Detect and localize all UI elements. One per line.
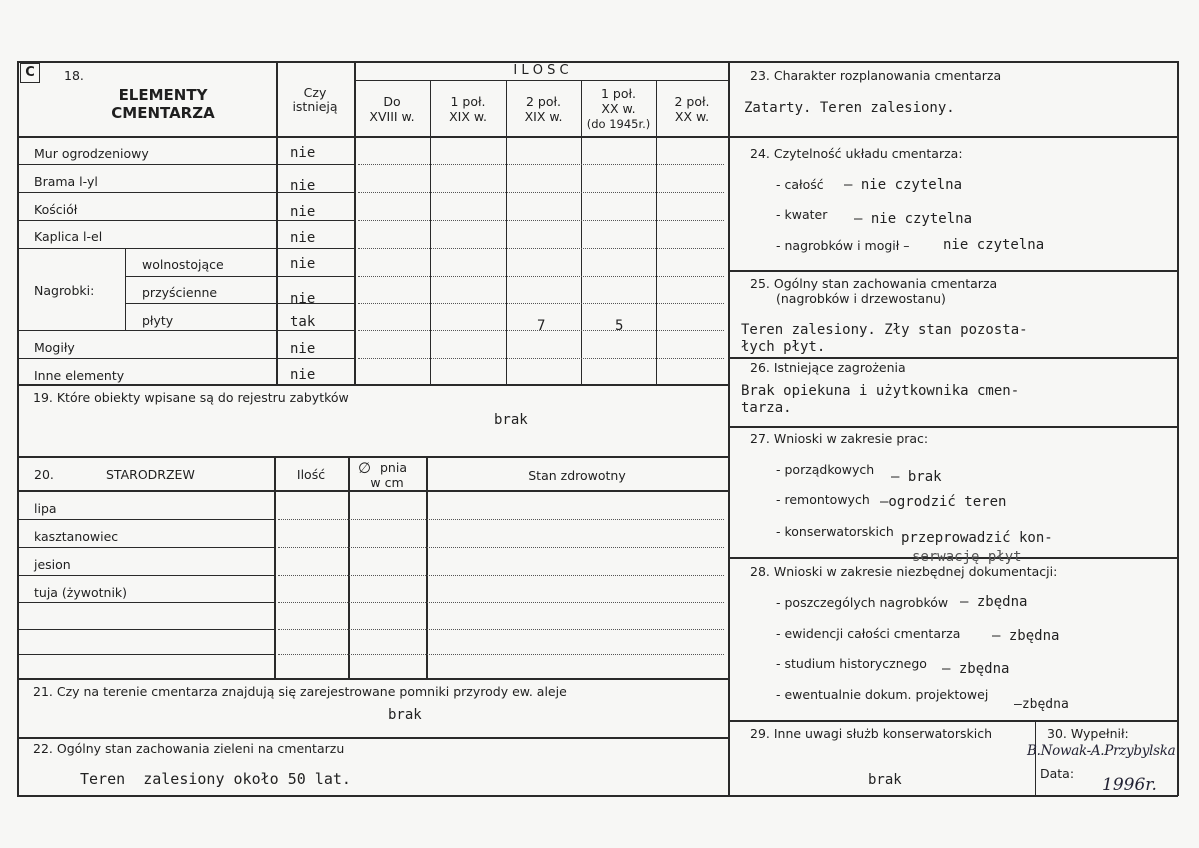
period-1: Do <box>383 94 401 109</box>
period-1-b: XVIII w. <box>369 109 415 124</box>
diameter-symbol: ∅ <box>358 459 372 477</box>
section-21-label: 21. Czy na terenie cmentarza znajdują się zarejestrowane pomniki przyrody ew. aleje <box>33 684 567 699</box>
s26-bottom-rule <box>730 426 1177 428</box>
section-30-label: 30. Wypełnił: <box>1047 726 1129 741</box>
s28-a-label: - poszczególych nagrobków <box>776 595 949 610</box>
s27-a-value: – brak <box>891 469 942 485</box>
period-3: 2 poł. <box>525 94 562 109</box>
row-value-kaplica: nie <box>290 230 316 246</box>
section-26-value-2: tarza. <box>741 400 792 416</box>
row-rule <box>17 164 354 165</box>
row-label-inne: Inne elementy <box>34 368 125 383</box>
s20-bottom-rule <box>17 678 728 680</box>
section-19-value: brak <box>494 412 528 428</box>
trunk-header: pnia <box>380 460 407 475</box>
s21-bottom-rule <box>17 737 728 739</box>
section-19-label: 19. Które obiekty wpisane są do rejestru zabytków <box>33 390 349 405</box>
row-label-plyty: płyty <box>142 313 174 328</box>
section-25-value: Teren zalesiony. Zły stan pozosta- <box>741 322 1028 338</box>
tree-tuja: tuja (żywotnik) <box>34 585 128 600</box>
s24-b-label: - kwater <box>776 207 828 222</box>
s28-d-label: - ewentualnie dokum. projektowej <box>776 687 989 702</box>
s28-b-value: – zbędna <box>992 628 1060 644</box>
tree-lipa: lipa <box>34 501 57 516</box>
row-value-plyty: tak <box>290 314 316 330</box>
tree-kasztanowiec: kasztanowiec <box>34 529 119 544</box>
tree-jesion: jesion <box>34 557 71 572</box>
period-3-b: XIX w. <box>524 109 563 124</box>
s28-b-label: - ewidencji całości cmentarza <box>776 626 961 641</box>
row-value-kosciol: nie <box>290 204 316 220</box>
row-rule <box>125 303 354 304</box>
row-rule <box>17 220 354 221</box>
row-value-przy: nie <box>290 291 316 307</box>
s28-bottom-rule <box>730 720 1177 722</box>
s28-c-value: – zbędna <box>942 661 1010 677</box>
row-rule <box>17 330 354 331</box>
row-value-mur: nie <box>290 145 316 161</box>
s18-bottom-rule <box>17 384 728 386</box>
period-5: 2 poł. <box>674 94 710 109</box>
section-26-label: 26. Istniejące zagrożenia <box>750 360 906 375</box>
tree-count-header: Ilość <box>296 467 326 482</box>
health-header: Stan zdrowotny <box>528 468 626 483</box>
s18-col-rule <box>430 80 431 384</box>
s28-c-label: - studium historycznego <box>776 656 927 671</box>
row-value-mogily: nie <box>290 341 316 357</box>
s27-b-label: - remontowych <box>776 492 870 507</box>
row-rule <box>17 248 354 249</box>
starodrzew-title: STARODRZEW <box>106 467 195 482</box>
s24-a-label: - całość <box>776 177 824 192</box>
row-label-wolno: wolnostojące <box>142 257 224 272</box>
frame-right <box>1177 61 1179 796</box>
elements-title-2: CMENTARZA <box>111 104 215 122</box>
section-25-value-2: łych płyt. <box>741 339 826 355</box>
form-code-c: C <box>20 63 40 83</box>
section-21-value: brak <box>388 707 422 723</box>
s27-a-label: - porządkowych <box>776 462 875 477</box>
exists-header-2: istnieją <box>292 99 338 114</box>
row-label-przy: przyścienne <box>142 285 218 300</box>
s23-bottom-rule <box>730 136 1177 138</box>
s24-b-value: – nie czytelna <box>854 211 973 227</box>
frame-bottom <box>17 795 1178 797</box>
section-20-number: 20. <box>34 467 54 482</box>
section-24-label: 24. Czytelność układu cmentarza: <box>750 146 963 161</box>
s19-bottom-rule <box>17 456 728 458</box>
plyty-count-20a: 5 <box>615 318 624 334</box>
section-28-label: 28. Wnioski w zakresie niezbędnej dokumentacji: <box>750 564 1058 579</box>
s24-c-label: - nagrobków i mogił – <box>776 238 910 253</box>
section-26-value: Brak opiekuna i użytkownika cmen- <box>741 383 1020 399</box>
row-rule <box>125 276 354 277</box>
s24-a-value: – nie czytelna <box>844 177 963 193</box>
row-value-brama: nie <box>290 178 316 194</box>
s27-c-label: - konserwatorskich <box>776 524 894 539</box>
s25-bottom-rule <box>730 357 1177 359</box>
section-22-label: 22. Ogólny stan zachowania zieleni na cmentarzu <box>33 741 345 756</box>
period-2: 1 poł. <box>450 94 486 109</box>
section-29-label: 29. Inne uwagi służb konserwatorskich <box>750 726 992 741</box>
s20-col-rule <box>274 456 276 678</box>
s24-c-value: nie czytelna <box>943 237 1045 253</box>
row-label-brama: Brama l-yl <box>34 174 98 189</box>
row-value-wolno: nie <box>290 256 316 272</box>
section-23-value: Zatarty. Teren zalesiony. <box>744 100 955 116</box>
row-label-kaplica: Kaplica l-el <box>34 229 103 244</box>
row-rule <box>17 358 354 359</box>
s27-b-value: –ogrodzić teren <box>880 494 1007 510</box>
trunk-header-unit: w cm <box>370 475 404 490</box>
period-2-b: XIX w. <box>449 109 487 124</box>
date-value: 1996r. <box>1102 775 1157 795</box>
filled-by-signature: B.Nowak-A.Przybylska <box>1027 743 1176 759</box>
nagrobki-label: Nagrobki: <box>34 283 95 298</box>
s18-header-rule <box>17 136 728 138</box>
plyty-count-19b: 7 <box>537 318 546 334</box>
section-27-label: 27. Wnioski w zakresie prac: <box>750 431 929 446</box>
section-25-label: 25. Ogólny stan zachowania cmentarza <box>750 276 998 291</box>
section-23-label: 23. Charakter rozplanowania cmentarza <box>750 68 1002 83</box>
s28-d-value: –zbędna <box>1014 697 1069 712</box>
row-label-mogily: Mogiły <box>34 340 75 355</box>
elements-title: ELEMENTY <box>118 86 208 104</box>
period-5-b: XX w. <box>674 109 710 124</box>
s18-col-rule <box>656 80 657 384</box>
frame-left <box>17 61 19 796</box>
section-25-label-2: (nagrobków i drzewostanu) <box>776 291 946 306</box>
section-18-number: 18. <box>64 68 84 83</box>
date-label: Data: <box>1040 766 1075 781</box>
column-divider <box>728 61 730 796</box>
s18-col-rule <box>506 80 507 384</box>
s27-c-value: przeprowadzić kon- <box>901 530 1053 546</box>
period-4: 1 poł. <box>600 86 637 101</box>
row-label-kosciol: Kościół <box>34 202 78 217</box>
ilosc-rule <box>354 80 728 81</box>
section-22-value: Teren zalesiony około 50 lat. <box>80 770 351 788</box>
row-label-mur: Mur ogrodzeniowy <box>34 146 149 161</box>
nagrobki-rule <box>125 248 126 330</box>
section-29-value: brak <box>868 772 902 788</box>
s20-col-rule <box>426 456 428 678</box>
period-4-c: (do 1945r.) <box>586 117 651 131</box>
s28-a-value: – zbędna <box>960 594 1028 610</box>
quantity-header: I L O Ś Ć <box>513 63 569 78</box>
s27-c-value-2: serwację płyt <box>912 549 1022 565</box>
period-4-b: XX w. <box>601 101 636 116</box>
s20-header-rule <box>17 490 728 492</box>
row-value-inne: nie <box>290 367 316 383</box>
s24-bottom-rule <box>730 270 1177 272</box>
exists-header: Czy <box>303 85 327 100</box>
